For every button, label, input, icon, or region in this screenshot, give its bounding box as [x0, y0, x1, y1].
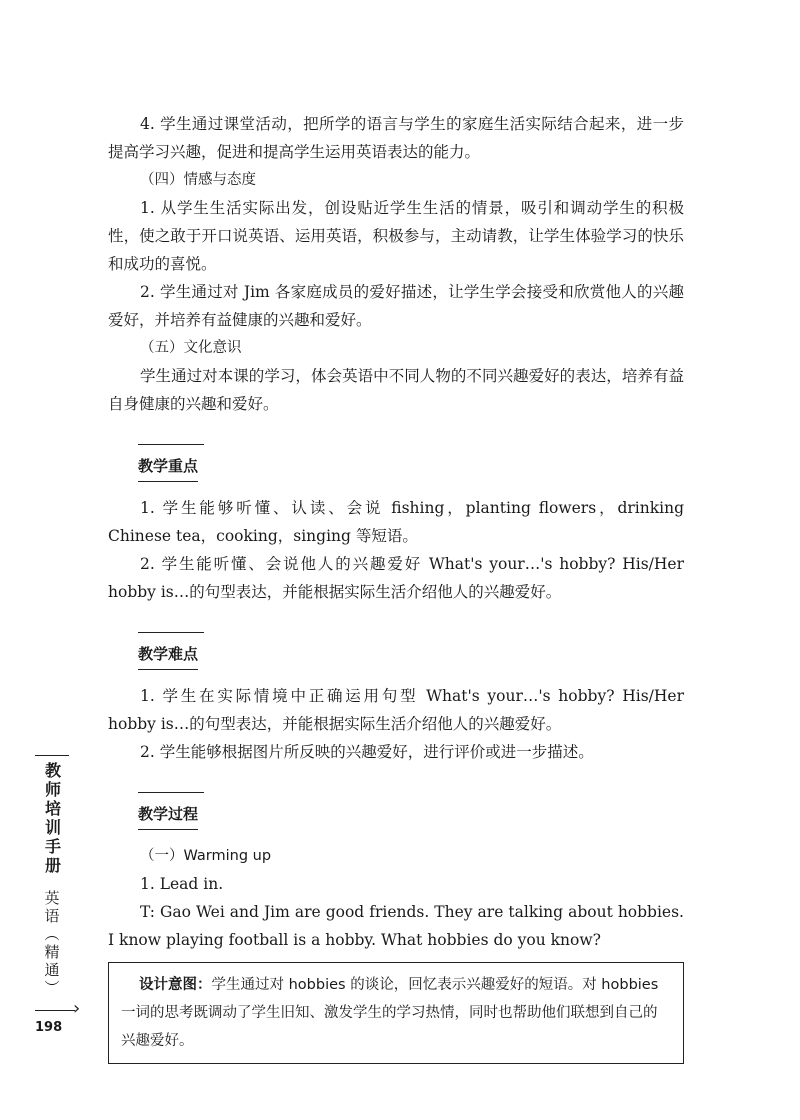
page-marker — [35, 998, 81, 1019]
design-intent-text: 学生通过对 hobbies 的谈论，回忆表示兴趣爱好的短语。对 hobbies 一词的思考既调动了学生旧知、激发学生的学习热情，同时也帮助他们联想到自己的兴趣爱好。 — [121, 977, 659, 1049]
subheading-culture: （五）文化意识 — [140, 340, 242, 356]
page-number: 198 — [35, 1020, 63, 1035]
section-title-process: 教学过程 — [138, 803, 198, 830]
paragraph-ability: 4. 学生通过课堂活动，把所学的语言与学生的家庭生活实际结合起来，进一步提高学习兴趣，促进和提高学生运用英语表达的能力。 — [108, 115, 684, 161]
key-point-2: 2. 学生能听懂、会说他人的兴趣爱好 What's your…'s hobby? His/Her hobby is…的句型表达，并能根据实际生活介绍他人的兴趣爱好。 — [108, 555, 684, 601]
section-rule — [138, 444, 204, 445]
paragraph-emotion-1: 1. 从学生生活实际出发，创设贴近学生生活的情景，吸引和调动学生的积极性，使之敢于开口说英语、运用英语，积极参与，主动请教，让学生体验学习的快乐和成功的喜悦。 — [108, 199, 684, 273]
book-title: 教师培训手册 — [42, 762, 62, 876]
subheading-warming-up: （一）Warming up — [140, 848, 272, 864]
teacher-line: T: Gao Wei and Jim are good friends. They are talking about hobbies. I know playing football is a hobby. What hobbies do you know? — [108, 903, 684, 949]
design-intent-box — [108, 962, 684, 1064]
section-rule — [138, 632, 204, 633]
key-point-1: 1. 学生能够听懂、认读、会说 fishing，planting flowers，drinking Chinese tea，cooking，singing 等短语。 — [108, 499, 684, 545]
lead-in: 1. Lead in. — [140, 875, 224, 893]
page-content — [108, 110, 684, 1064]
design-intent-label: 设计意图： — [139, 977, 212, 993]
paragraph-emotion-2: 2. 学生通过对 Jim 各家庭成员的爱好描述，让学生学会接受和欣赏他人的兴趣爱好，并培养有益健康的兴趣和爱好。 — [108, 283, 684, 329]
difficulty-1: 1. 学生在实际情境中正确运用句型 What's your…'s hobby? His/Her hobby is…的句型表达，并能根据实际生活介绍他人的兴趣爱好。 — [108, 687, 684, 733]
section-process-header — [108, 792, 684, 830]
side-tab — [35, 755, 81, 1035]
difficulty-2: 2. 学生能够根据图片所反映的兴趣爱好，进行评价或进一步描述。 — [140, 743, 594, 761]
section-title-difficulties: 教学难点 — [138, 643, 198, 670]
section-rule — [138, 792, 204, 793]
side-tab-rule — [35, 755, 69, 756]
subheading-emotion-attitude: （四）情感与态度 — [140, 172, 256, 188]
section-difficulties-header — [108, 632, 684, 670]
subject-label: 英语（精通） — [42, 890, 61, 998]
chevron-right-icon: › — [73, 998, 81, 1019]
section-title-key-points: 教学重点 — [138, 455, 198, 482]
section-key-points-header — [108, 444, 684, 482]
paragraph-culture: 学生通过对本课的学习，体会英语中不同人物的不同兴趣爱好的表达，培养有益自身健康的兴趣和爱好。 — [108, 367, 684, 413]
